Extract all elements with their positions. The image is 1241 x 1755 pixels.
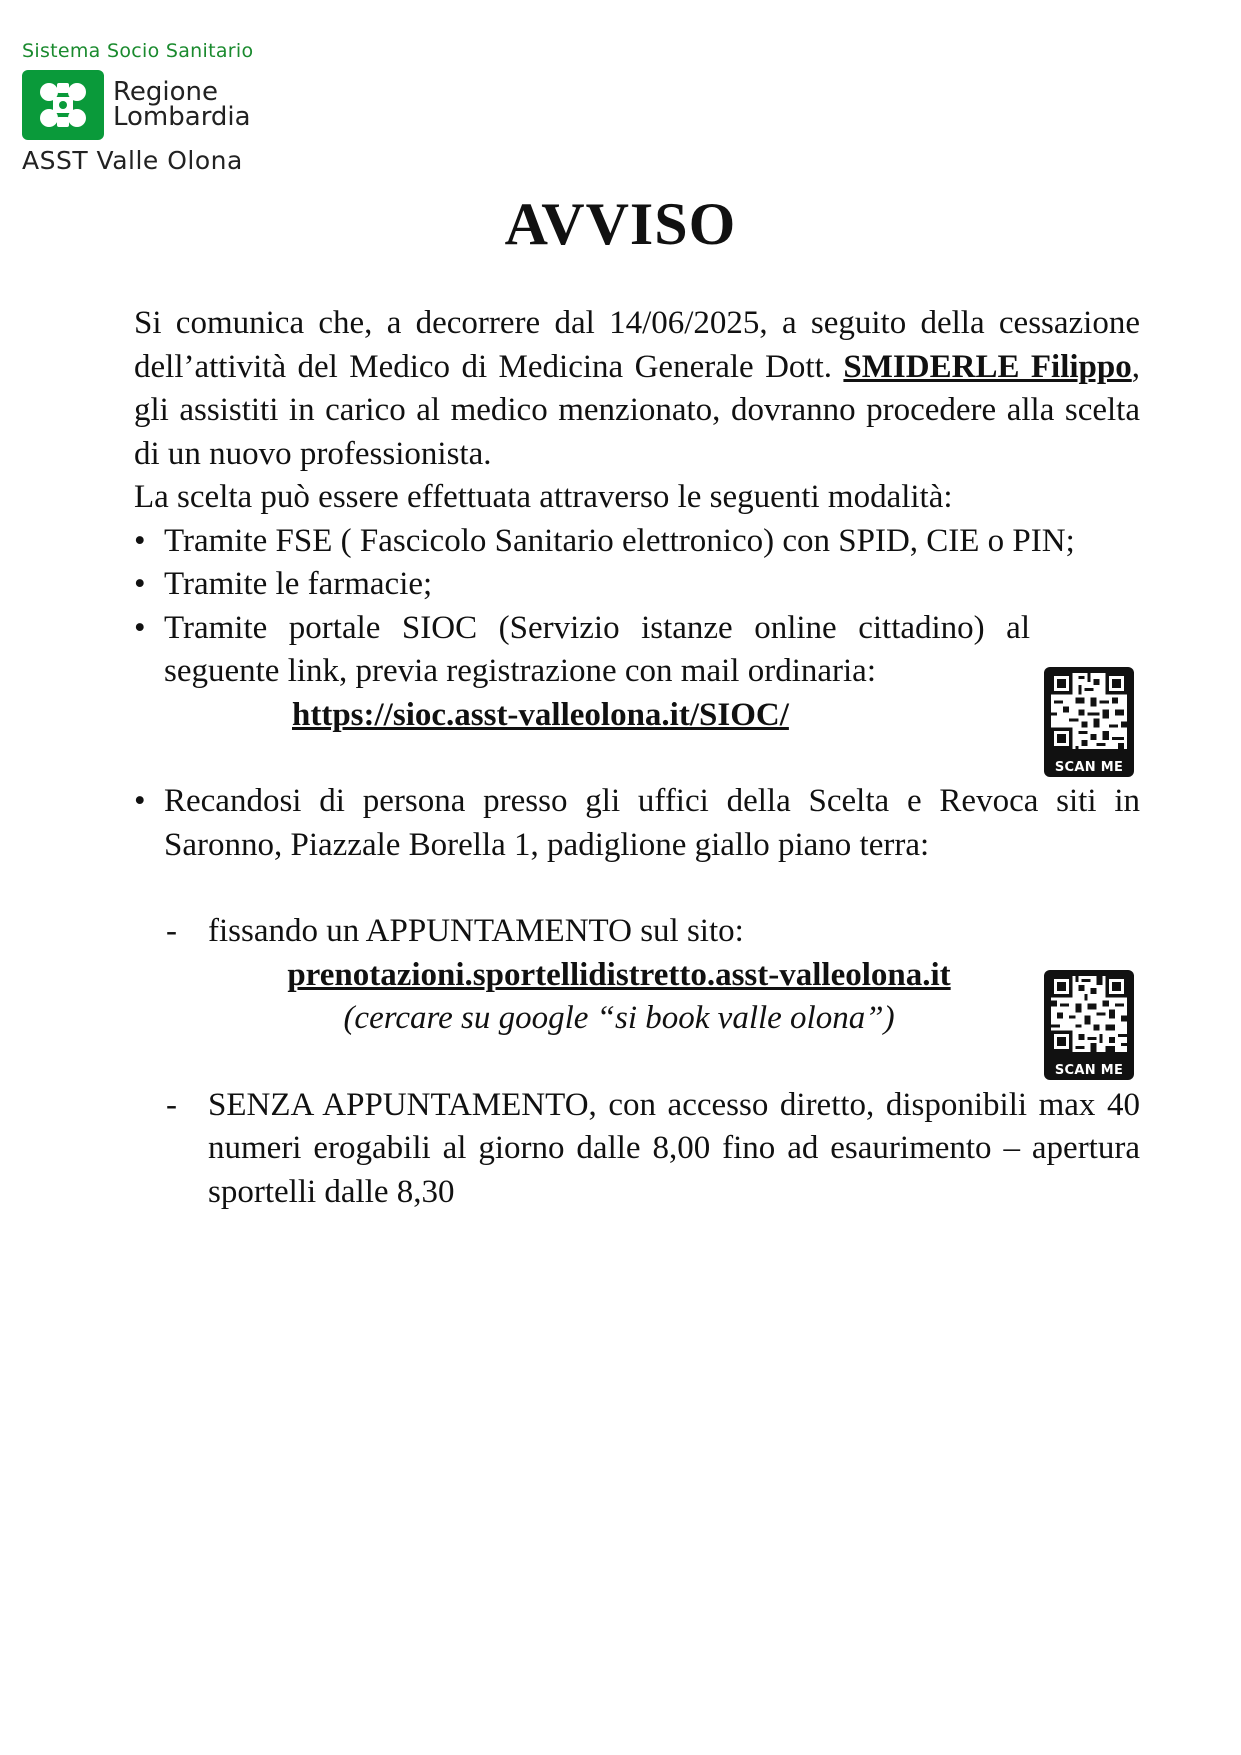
dash-marker: - (166, 913, 177, 949)
lombardia-rose-icon (22, 70, 104, 140)
modalities-intro: La scelta può essere effettuata attraverso le seguenti modalità: (134, 479, 953, 515)
qr-pattern-icon (1051, 673, 1127, 749)
notice-body (134, 302, 1140, 1214)
qr-code-booking[interactable] (1044, 970, 1134, 1080)
page-title: AVVISO (504, 191, 737, 257)
sioc-link[interactable]: https://sioc.asst-valleolona.it/SIOC/ (292, 696, 789, 733)
qr-pattern-icon (1051, 976, 1127, 1052)
logo-top-line: Sistema Socio Sanitario (22, 40, 254, 62)
list-item-in-person: • Recandosi di persona presso gli uffici della Scelta e Revoca siti in Saronno, Piazzale Borella 1, padiglione giallo piano terra: (134, 780, 1140, 867)
list-item-farmacie: • Tramite le farmacie; (134, 563, 1140, 607)
appointment-link[interactable]: prenotazioni.sportellidistretto.asst-valleolona.it (287, 956, 951, 993)
appointment-item (134, 910, 1140, 1041)
qr-label: SCAN ME (1054, 760, 1124, 775)
list-item-fse: • Tramite FSE ( Fascicolo Sanitario elettronico) con SPID, CIE o PIN; (134, 520, 1140, 564)
appointment-text: fissando un APPUNTAMENTO sul sito: (208, 913, 744, 949)
qr-code-sioc[interactable] (1044, 667, 1134, 777)
logo-bottom-line: ASST Valle Olona (22, 146, 243, 175)
logo-name-lombardia: Lombardia (113, 102, 251, 132)
walkin-item (134, 1084, 1140, 1215)
walkin-text: SENZA APPUNTAMENTO, con accesso diretto, disponibili max 40 numeri erogabili al giorno dalle 8,00 fino ad esaurimento – apertura sportelli dalle 8,30 (208, 1086, 1140, 1210)
intro-text-after: , gli assistiti in carico al medico menzionato, dovranno procedere alla scelta di un nuovo professionista. (134, 348, 1140, 472)
appointment-hint: (cercare su google “si book valle olona”) (343, 1000, 895, 1036)
qr-label: SCAN ME (1054, 1063, 1124, 1078)
modalities-list (134, 520, 1140, 868)
logo-main (22, 70, 322, 140)
dash-marker: - (166, 1086, 177, 1123)
logo-name-regione: Regione (113, 77, 219, 107)
intro-paragraph (134, 302, 1140, 476)
logo-names (113, 77, 251, 132)
logo-block (22, 40, 322, 175)
list-item-sioc (134, 607, 1140, 738)
intro-text-before: Si comunica che, a decorrere dal 14/06/2025, a seguito della cessazione dell’attività del Medico di Medicina Generale Dott. (134, 305, 1140, 385)
doctor-name: SMIDERLE Filippo (843, 348, 1132, 385)
sioc-text: • Tramite portale SIOC (Servizio istanze online cittadino) al seguente link, previa registrazione con mail ordinaria: (164, 609, 1030, 689)
